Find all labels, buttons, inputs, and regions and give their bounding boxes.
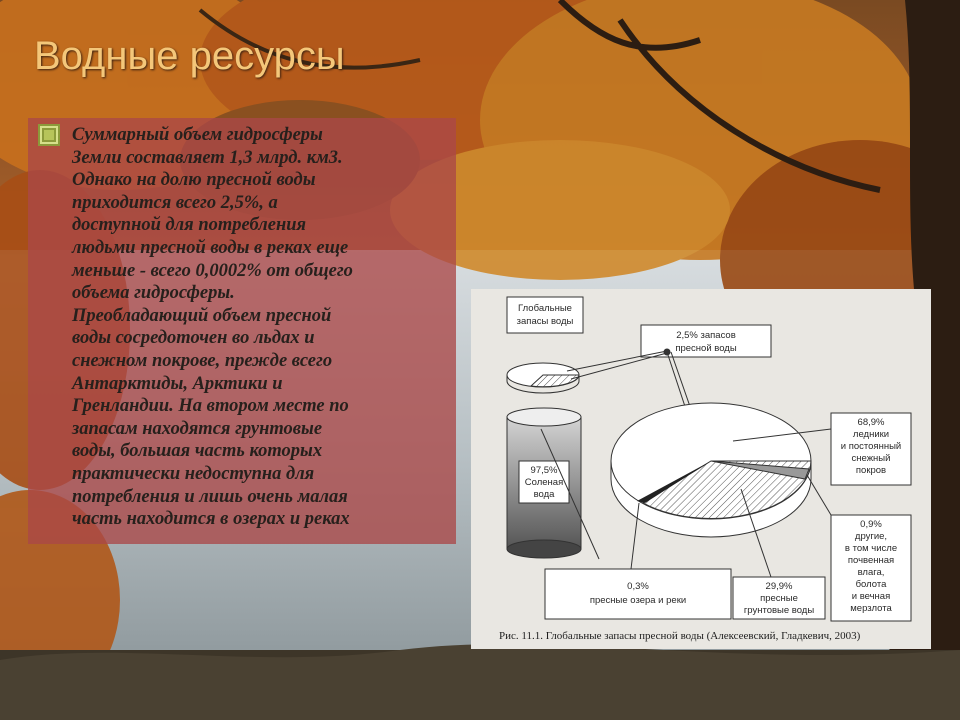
lakes-label-line2: пресные озера и реки bbox=[589, 595, 687, 606]
salt-water-cylinder bbox=[507, 408, 581, 558]
ice-label-line2: ледники bbox=[852, 429, 890, 440]
freshwater-pie bbox=[611, 403, 811, 537]
water-resources-figure bbox=[471, 289, 931, 649]
other-label-line3: в том числе bbox=[844, 543, 898, 554]
global-label-line2: запасы воды bbox=[516, 316, 574, 327]
lakes-label-line1: 0,3% bbox=[627, 581, 649, 592]
fresh-label-line1: 2,5% запасов bbox=[676, 330, 736, 341]
figure-caption: Рис. 11.1. Глобальные запасы пресной воды (Алексеевский, Гладкевич, 2003) bbox=[499, 630, 861, 642]
ice-label-line5: покров bbox=[855, 465, 887, 476]
global-label-line1: Глобальные bbox=[518, 303, 572, 314]
ground-label-line3: грунтовые воды bbox=[743, 605, 815, 616]
salt-label-line1: 97,5% bbox=[530, 465, 558, 476]
ground-label-line2: пресные bbox=[760, 593, 798, 604]
other-label-line4: почвенная bbox=[847, 555, 895, 566]
salt-label-line2: Соленая bbox=[524, 477, 564, 488]
other-label-line2: другие, bbox=[854, 531, 888, 542]
fresh-label-line2: пресной воды bbox=[675, 343, 737, 354]
other-label-line8: мерзлота bbox=[850, 603, 892, 614]
other-label-line6: болота bbox=[855, 579, 887, 590]
salt-label-line3: вода bbox=[533, 489, 555, 500]
global-reserves-box bbox=[507, 297, 583, 333]
slide-title: Водные ресурсы bbox=[34, 34, 345, 78]
body-text: Суммарный объем гидросферы Земли составляет 1,3 млрд. км3. Однако на долю пресной воды приходится всего 2,5%, а доступной для потребления людьми пресной воды в реках еще меньше - всего 0,0002% от общего объема гидросферы. Преобладающий объем пресной воды сосредоточен во льдах и снежном покрове, прежде всего Антарктиды, Арктики и Гренландии. На втором месте по запасам находятся грунтовые воды, большая часть которых практически недоступна для потребления и лишь очень малая часть находится в озерах и реках bbox=[72, 125, 353, 530]
small-pie bbox=[507, 363, 579, 393]
ice-label-line3: и постоянный bbox=[840, 441, 902, 452]
ice-label-line1: 68,9% bbox=[857, 417, 885, 428]
other-label-line7: и вечная bbox=[851, 591, 891, 602]
ground-label-line1: 29,9% bbox=[765, 581, 793, 592]
other-label-line1: 0,9% bbox=[860, 519, 882, 530]
other-label-line5: влага, bbox=[857, 567, 885, 578]
ice-label-line4: снежный bbox=[851, 453, 891, 464]
text-panel bbox=[28, 118, 456, 544]
bullet-icon bbox=[38, 124, 60, 146]
